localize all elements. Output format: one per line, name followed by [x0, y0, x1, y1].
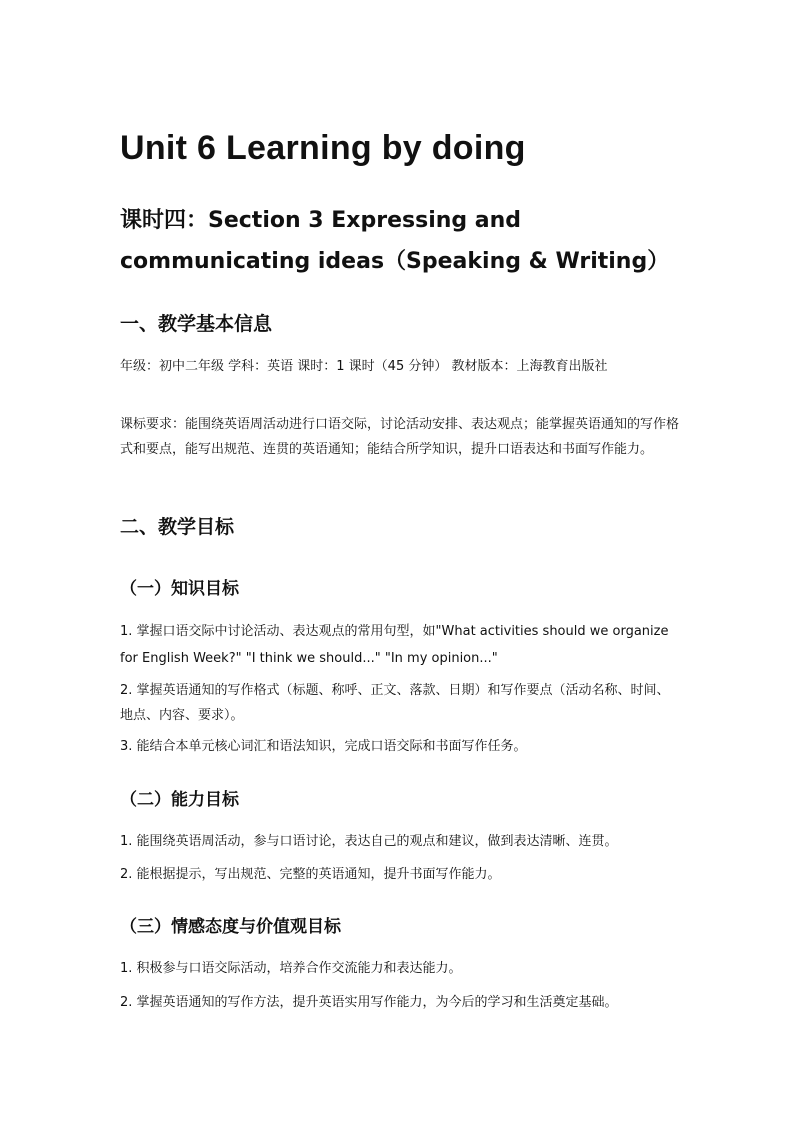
- knowledge-item-1: 1. 掌握口语交际中讨论活动、表达观点的常用句型，如"What activities should we organize for English Week?" "I think we should..." "In my opinion...": [120, 624, 669, 666]
- knowledge-item-3: 3. 能结合本单元核心词汇和语法知识，完成口语交际和书面写作任务。: [120, 739, 527, 754]
- values-item-2: 2. 掌握英语通知的写作方法，提升英语实用写作能力，为今后的学习和生活奠定基础。: [120, 995, 618, 1010]
- values-item-1: 1. 积极参与口语交际活动，培养合作交流能力和表达能力。: [120, 961, 462, 976]
- section-objectives-heading: 二、教学目标: [120, 516, 235, 538]
- knowledge-objectives-heading: （一）知识目标: [120, 579, 239, 599]
- curriculum-standard-paragraph: 课标要求：能围绕英语周活动进行口语交际，讨论活动安排、表达观点；能掌握英语通知的写作格式和要点，能写出规范、连贯的英语通知；能结合所学知识，提升口语表达和书面写作能力。: [120, 417, 680, 457]
- ability-objectives-heading: （二）能力目标: [120, 790, 239, 810]
- ability-item-2: 2. 能根据提示，写出规范、完整的英语通知，提升书面写作能力。: [120, 867, 501, 882]
- knowledge-item-2: 2. 掌握英语通知的写作格式（标题、称呼、正文、落款、日期）和写作要点（活动名称、时间、地点、内容、要求）。: [120, 683, 670, 723]
- lesson-subtitle: 课时四：Section 3 Expressing and communicating ideas（Speaking & Writing）: [120, 208, 670, 274]
- basic-info-paragraph: 年级：初中二年级 学科：英语 课时：1 课时（45 分钟） 教材版本：上海教育出版社: [120, 359, 608, 374]
- ability-item-1: 1. 能围绕英语周活动，参与口语讨论，表达自己的观点和建议，做到表达清晰、连贯。: [120, 834, 618, 849]
- values-objectives-heading: （三）情感态度与价值观目标: [120, 917, 341, 937]
- section-basic-info-heading: 一、教学基本信息: [120, 313, 273, 335]
- document-title: Unit 6 Learning by doing: [120, 129, 526, 167]
